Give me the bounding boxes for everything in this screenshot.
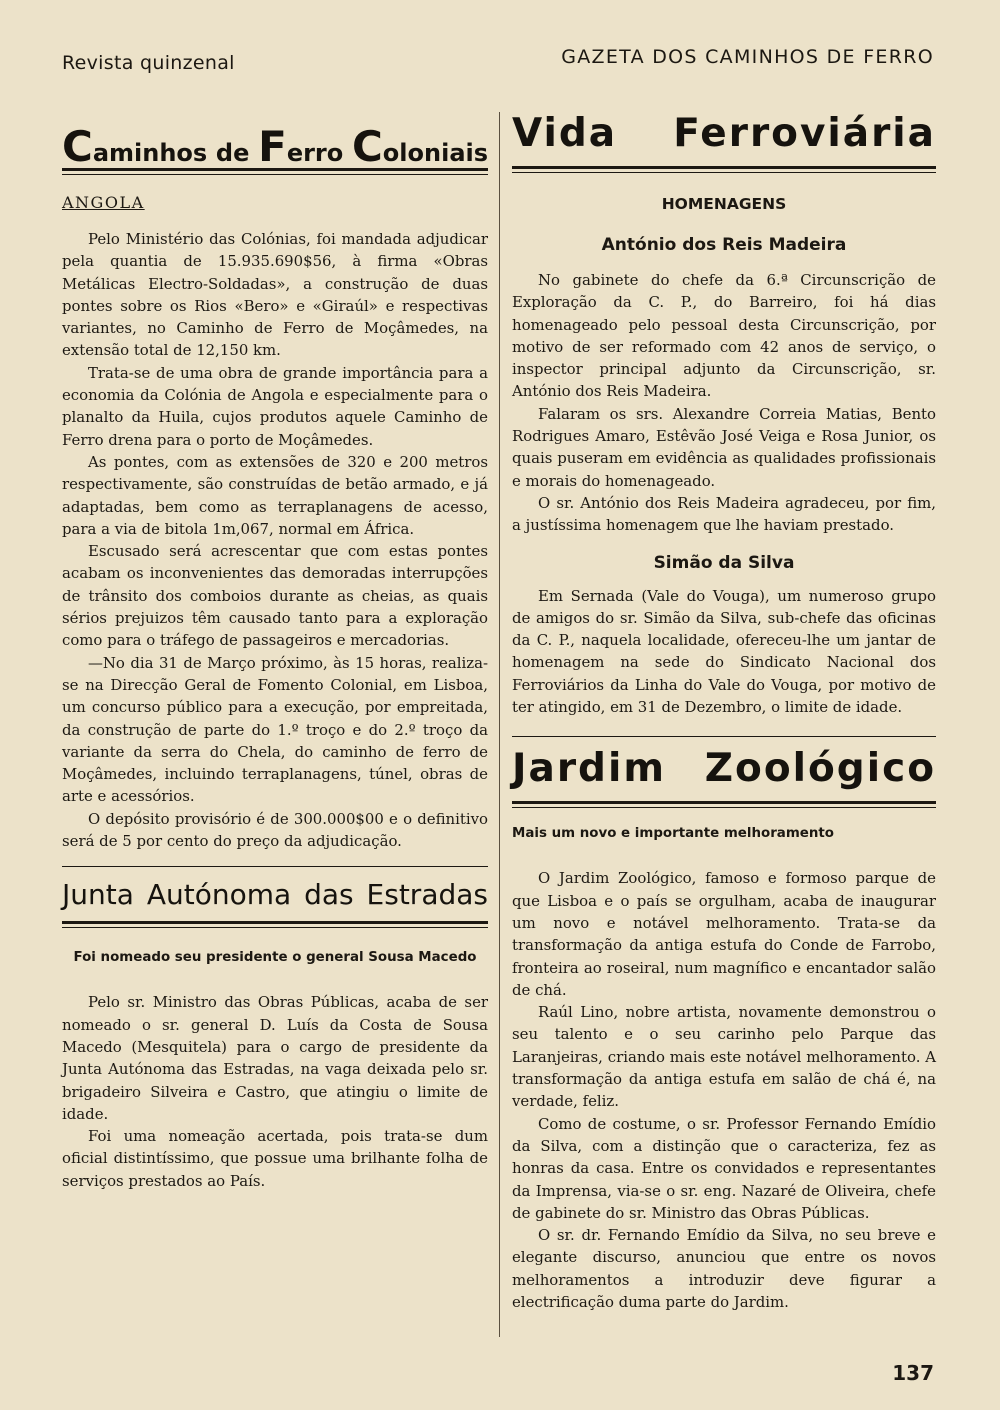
madeira-heading: António dos Reis Madeira: [601, 235, 847, 255]
headline-word: [216, 139, 249, 167]
headline-rest: de: [215, 139, 250, 167]
coloniais-paragraph: Escusado será acrescentar que com estas pontes acabam os inconvenientes das demoradas interrupções de trânsito dos comboios durante as cheias, as quais sérios prejuizos têm causado tanto para a exploração como para o tráfego de passageiros e mercadorias.: [62, 542, 488, 650]
column-divider: [499, 112, 500, 1337]
coloniais-paragraph: Pelo Ministério das Colónias, foi mandada adjudicar pela quantia de 15.935.690$56, à firma «Obras Metálicas Electro-Soldadas», a construção de duas pontes sobre os Rios «Bero» e «Giraúl» e respectivas variantes, no Caminho de Ferro de Moçâmedes, na extensão total de 12,150 km.: [62, 230, 488, 360]
headline-rest: erro: [286, 139, 344, 167]
headline-capital: F: [258, 122, 287, 171]
madeira-paragraph: No gabinete do chefe da 6.ª Circunscrição de Exploração da C. P., do Barreiro, foi há dias homenageado pelo pessoal desta Circunscrição, por motivo de ser reformado com 42 anos de serviço, o inspector principal adjunto da Circunscrição, sr. António dos Reis Madeira.: [512, 271, 936, 401]
headline-rest: aminhos: [92, 139, 208, 167]
coloniais-headline: [62, 112, 489, 171]
jardim-subtitle: Mais um novo e importante melhoramento: [512, 826, 835, 842]
junta-headline: Junta Autónoma das Estradas: [62, 878, 488, 912]
headline-rule: [512, 166, 936, 173]
right-column: [512, 108, 936, 1313]
article-vida-ferroviaria: [512, 108, 936, 718]
headline-rest: oloniais: [382, 139, 489, 167]
article-jardim-zoologico: [512, 736, 936, 1313]
madeira-paragraph: O sr. António dos Reis Madeira agradeceu, por fim, a justíssima homenagem que lhe haviam prestado.: [512, 493, 936, 535]
silva-heading: Simão da Silva: [653, 552, 795, 573]
vida-headline: Vida Ferroviária: [512, 111, 936, 156]
headline-rule: [62, 921, 488, 928]
running-header-right: GAZETA DOS CAMINHOS DE FERRO: [561, 46, 934, 68]
headline-capital: C: [351, 122, 383, 171]
section-label-homenagens: HOMENAGENS: [661, 195, 787, 213]
running-header-left: Revista quinzenal: [62, 52, 235, 74]
coloniais-paragraph: —No dia 31 de Março próximo, às 15 horas, realiza-se na Direcção Geral de Fomento Colonial, em Lisboa, um concurso público para a execução, por empreitada, da construção de parte do 1.º troço e do 2.º troço da variante da serra do Chela, do caminho de ferro de Moçâmedes, incluindo terraplanagens, túnel, obras de arte e acessórios.: [62, 653, 488, 806]
jardim-paragraph: Como de costume, o sr. Professor Fernando Emídio da Silva, com a distinção que o caracteriza, fez as honras da casa. Entre os convidados e representantes da Imprensa, via-se o sr. eng. Nazaré de Oliveira, chefe de gabinete do sr. Ministro das Obras Públicas.: [512, 1114, 936, 1222]
junta-paragraph: Foi uma nomeação acertada, pois trata-se dum oficial distintíssimo, que possue uma brilhante folha de serviços prestados ao País.: [62, 1127, 488, 1190]
headline-capital: C: [62, 122, 93, 171]
jardim-paragraph: O sr. dr. Fernando Emídio da Silva, no seu breve e elegante discurso, anunciou que entre os novos melhoramentos a introduzir deve figurar a electrificação duma parte do Jardim.: [512, 1226, 936, 1311]
headline-top-rule: [512, 736, 936, 737]
headline-top-rule: [62, 866, 488, 867]
jardim-paragraph: Raúl Lino, nobre artista, novamente demonstrou o seu talento e o seu carinho pelo Parque das Laranjeiras, criando mais este notável melhoramento. A transformação da antiga estufa em salão de chá é, na verdade, feliz.: [512, 1003, 936, 1111]
headline-word: [258, 122, 344, 171]
article-caminhos-de-ferro-coloniais: [62, 112, 488, 852]
page-number: 137: [892, 1361, 934, 1385]
headline-word: [351, 122, 489, 171]
silva-paragraph: Em Sernada (Vale do Vouga), um numeroso grupo de amigos do sr. Simão da Silva, sub-chefe das oficinas da C. P., naquela localidade, ofereceu-lhe um jantar de homenagem na sede do Sindicato Nacional dos Ferroviários da Linha do Vale do Vouga, por motivo de ter atingido, em 31 de Dezembro, o limite de idade.: [512, 586, 936, 717]
jardim-paragraph: O Jardim Zoológico, famoso e formoso parque de que Lisboa e o país se orgulham, acaba de inaugurar um novo e notável melhoramento. Trata-se da transformação da antiga estufa do Conde de Farrobo, fronteira ao roseiral, num magnífico e encantador salão de chá.: [512, 869, 936, 999]
madeira-paragraph: Falaram os srs. Alexandre Correia Matias, Bento Rodrigues Amaro, Estêvão José Veiga e Rosa Junior, os quais puseram em evidência as qualidades profissionais e morais do homenageado.: [512, 404, 936, 490]
section-label-angola: ANGOLA: [62, 193, 145, 212]
coloniais-paragraph: As pontes, com as extensões de 320 e 200 metros respectivamente, são construídas de betão armado, e já adaptadas, bem como as terraplanagens de acesso, para a via de bitola 1m,067, normal em África.: [62, 452, 488, 538]
headline-rule: [512, 801, 936, 808]
coloniais-paragraph: Trata-se de uma obra de grande importância para a economia da Colónia de Angola e especialmente para o planalto da Huila, cujos produtos aquele Caminho de Ferro drena para o porto de Moçâmedes.: [62, 363, 488, 449]
article-junta-autonoma: [62, 866, 488, 1192]
coloniais-paragraph: O depósito provisório é de 300.000$00 e o definitivo será de 5 por cento do preço da adjudicação.: [62, 809, 488, 851]
junta-subtitle: Foi nomeado seu presidente o general Sousa Macedo: [73, 950, 477, 966]
left-column: [62, 112, 488, 1192]
junta-paragraph: Pelo sr. Ministro das Obras Públicas, acaba de ser nomeado o sr. general D. Luís da Costa de Sousa Macedo (Mesquitela) para o cargo de presidente da Junta Autónoma das Estradas, na vaga deixada pelo sr. brigadeiro Silveira e Castro, que atingiu o limite de idade.: [62, 993, 488, 1123]
headline-word: [62, 122, 208, 171]
jardim-headline: Jardim Zoológico: [512, 746, 936, 792]
